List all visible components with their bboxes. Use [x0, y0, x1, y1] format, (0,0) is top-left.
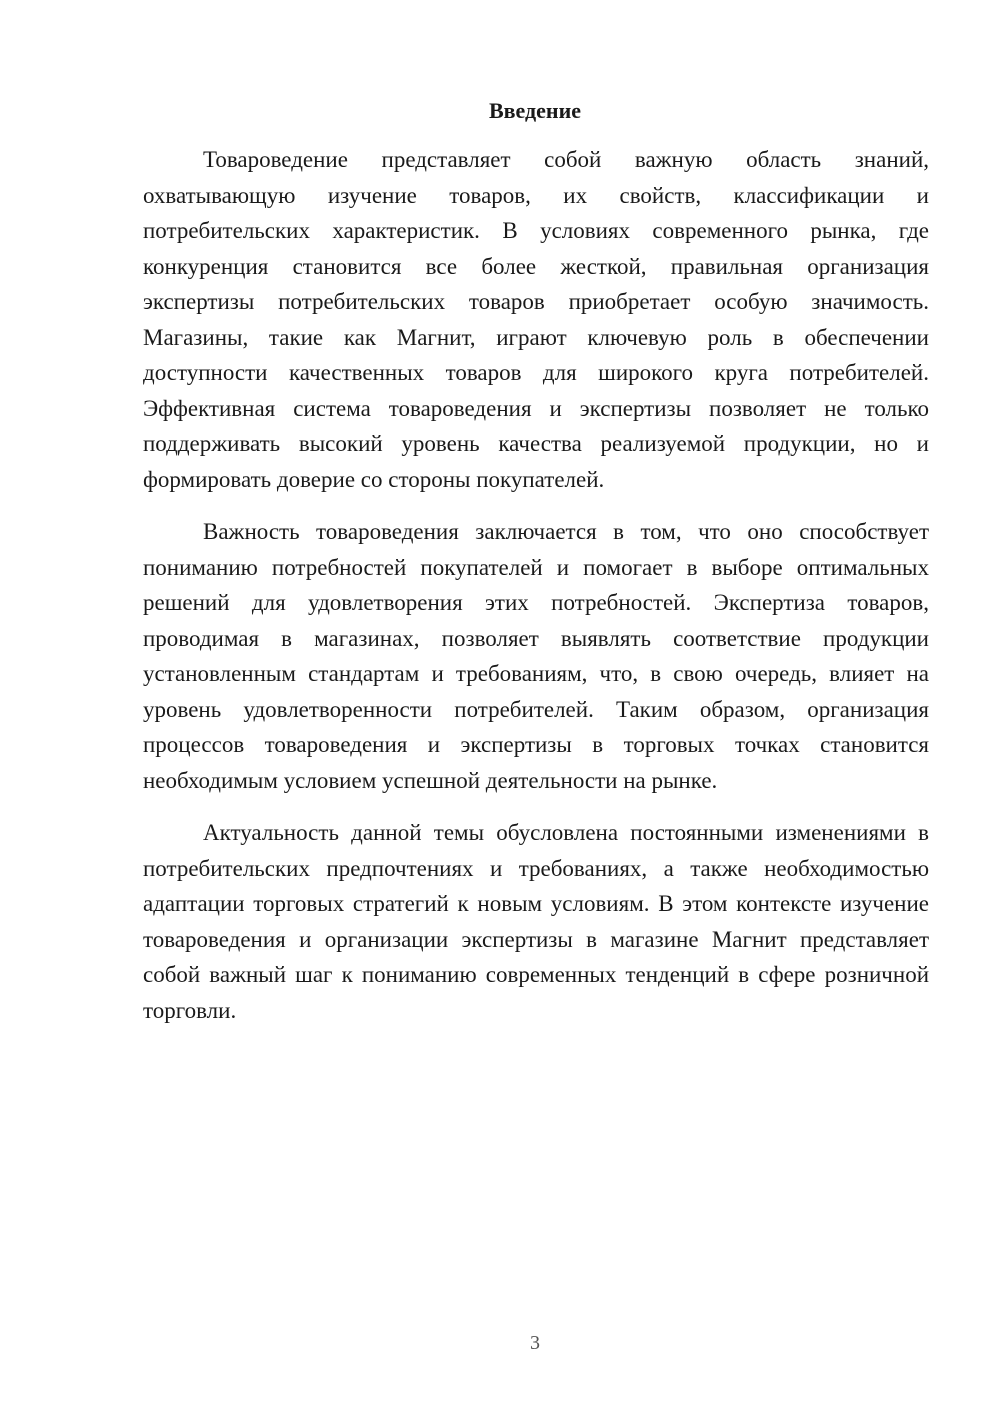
body-text: [143, 142, 929, 1028]
paragraph-2: Важность товароведения заключается в том, что оно способствует пониманию потребностей покупателей и помогает в выборе оптимальных решений для удовлетворения этих потребностей. Экспертиза товаров, проводимая в магазинах, позволяет выявлять соответствие продукции установленным стандартам и требованиям, что, в свою очередь, влияет на уровень удовлетворенности потребителей. Таким образом, организация процессов товароведения и экспертизы в торговых точках становится необходимым условием успешной деятельности на рынке.: [143, 519, 929, 793]
paragraph-3: Актуальность данной темы обусловлена постоянными изменениями в потребительских предпочтениях и требованиях, а также необходимостью адаптации торговых стратегий к новым условиям. В этом контексте изучение товароведения и организации экспертизы в магазине Магнит представляет собой важный шаг к пониманию современных тенденций в сфере розничной торговли.: [143, 820, 929, 1023]
section-title: Введение: [488, 98, 582, 123]
page-number: 3: [530, 1332, 540, 1354]
paragraph-1: Товароведение представляет собой важную область знаний, охватывающую изучение товаров, их свойств, классификации и потребительских характеристик. В условиях современного рынка, где конкуренция становится все более жесткой, правильная организация экспертизы потребительских товаров приобретает особую значимость. Магазины, такие как Магнит, играют ключевую роль в обеспечении доступности качественных товаров для широкого круга потребителей. Эффективная система товароведения и экспертизы позволяет не только поддерживать высокий уровень качества реализуемой продукции, но и формировать доверие со стороны покупателей.: [143, 147, 929, 492]
